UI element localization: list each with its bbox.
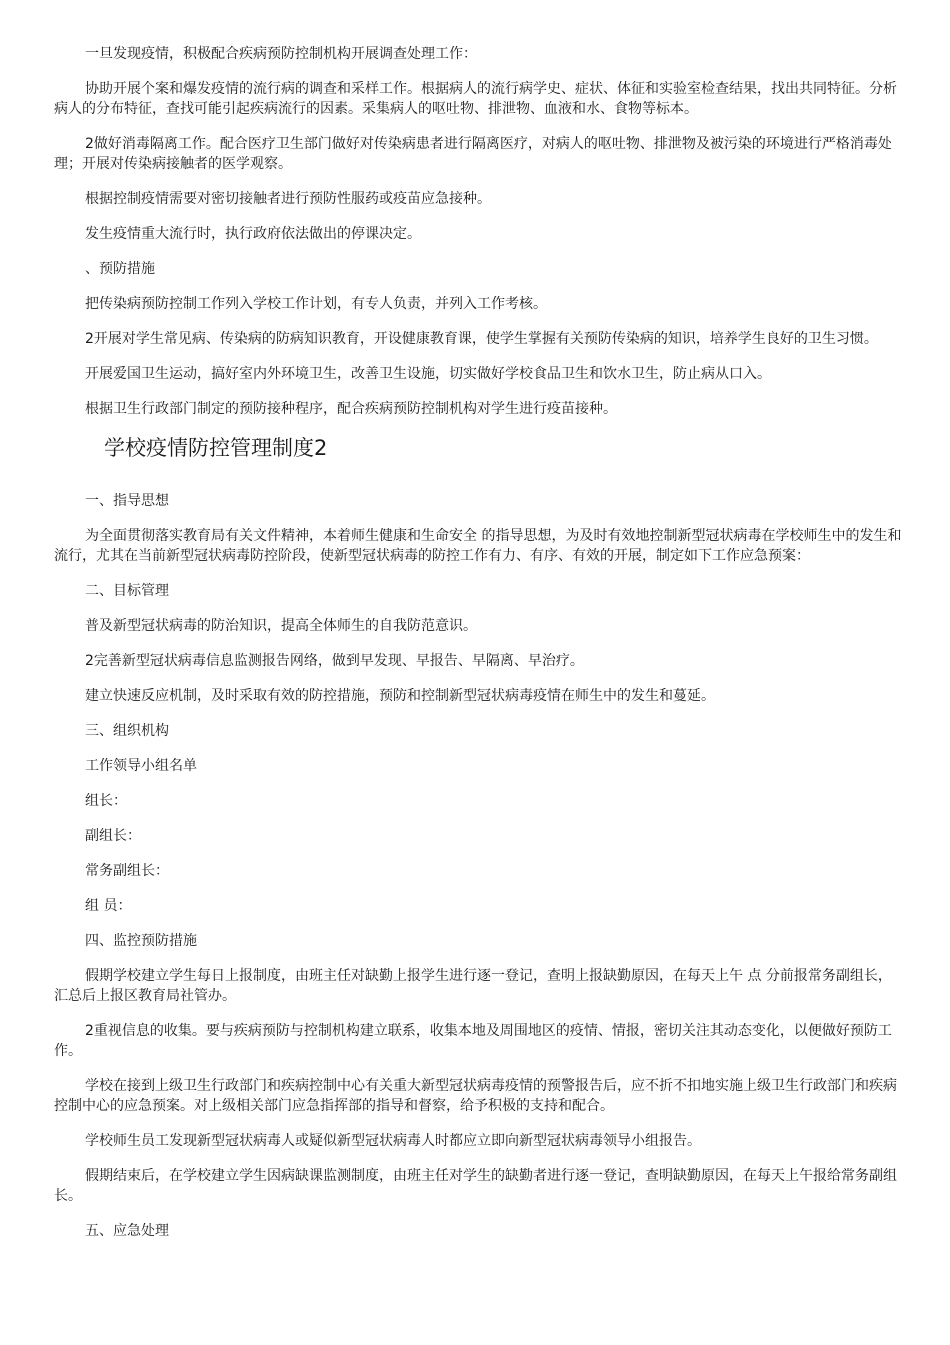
paragraph: 根据卫生行政部门制定的预防接种程序，配合疾病预防控制机构对学生进行疫苗接种。 — [85, 401, 617, 417]
paragraph: 常务副组长： — [85, 863, 169, 879]
section-emergency-response — [54, 44, 904, 419]
section-heading: 五、应急处理 — [85, 1223, 169, 1239]
section-heading: 三、组织机构 — [85, 723, 169, 739]
paragraph: 2完善新型冠状病毒信息监测报告网络，做到早发现、早报告、早隔离、早治疗。 — [85, 653, 584, 669]
paragraph: 发生疫情重大流行时，执行政府依法做出的停课决定。 — [85, 226, 421, 242]
paragraph: 开展爱国卫生运动，搞好室内外环境卫生，改善卫生设施，切实做好学校食品卫生和饮水卫生，防止病从口入。 — [85, 366, 771, 382]
section-heading: 、预防措施 — [85, 261, 155, 277]
section-heading: 二、目标管理 — [85, 583, 169, 599]
paragraph: 为全面贯彻落实教育局有关文件精神，本着师生健康和生命安全 的指导思想，为及时有效地控制新型冠状病毒在学校师生中的发生和流行，尤其在当前新型冠状病毒防控阶段，使新型冠状病毒的防控工作有力、有序、有效的开展，制定如下工作应急预案： — [54, 528, 902, 564]
section-management-system — [54, 491, 904, 1241]
paragraph: 普及新型冠状病毒的防治知识，提高全体师生的自我防范意识。 — [85, 618, 477, 634]
paragraph: 假期学校建立学生每日上报制度，由班主任对缺勤上报学生进行逐一登记，查明上报缺勤原因，在每天上午 点 分前报常务副组长，汇总后上报区教育局社管办。 — [54, 968, 892, 1004]
section-heading: 一、指导思想 — [85, 493, 169, 509]
paragraph: 2开展对学生常见病、传染病的防病知识教育，开设健康教育课，使学生掌握有关预防传染病的知识，培养学生良好的卫生习惯。 — [85, 331, 878, 347]
section-heading: 四、监控预防措施 — [85, 933, 197, 949]
paragraph: 学校师生员工发现新型冠状病毒人或疑似新型冠状病毒人时都应立即向新型冠状病毒领导小组报告。 — [85, 1133, 701, 1149]
paragraph: 一旦发现疫情，积极配合疾病预防控制机构开展调查处理工作： — [85, 46, 477, 62]
paragraph: 学校在接到上级卫生行政部门和疾病控制中心有关重大新型冠状病毒疫情的预警报告后，应不折不扣地实施上级卫生行政部门和疾病控制中心的应急预案。对上级相关部门应急指挥部的指导和督察，给予积极的支持和配合。 — [54, 1078, 897, 1114]
paragraph: 假期结束后，在学校建立学生因病缺课监测制度，由班主任对学生的缺勤者进行逐一登记，查明缺勤原因，在每天上午报给常务副组长。 — [54, 1168, 897, 1204]
paragraph: 根据控制疫情需要对密切接触者进行预防性服药或疫苗应急接种。 — [85, 191, 491, 207]
paragraph: 副组长： — [85, 828, 141, 844]
paragraph: 把传染病预防控制工作列入学校工作计划，有专人负责，并列入工作考核。 — [85, 296, 547, 312]
paragraph: 工作领导小组名单 — [85, 758, 197, 774]
paragraph: 组 员： — [85, 898, 132, 914]
paragraph: 2做好消毒隔离工作。配合医疗卫生部门做好对传染病患者进行隔离医疗，对病人的呕吐物、排泄物及被污染的环境进行严格消毒处理；开展对传染病接触者的医学观察。 — [54, 136, 892, 172]
paragraph: 协助开展个案和爆发疫情的流行病的调查和采样工作。根据病人的流行病学史、症状、体征和实验室检查结果，找出共同特征。分析病人的分布特征，查找可能引起疾病流行的因素。采集病人的呕吐物、排泄物、血液和水、食物等标本。 — [54, 81, 897, 117]
paragraph: 2重视信息的收集。要与疾病预防与控制机构建立联系，收集本地及周围地区的疫情、情报，密切关注其动态变化，以便做好预防工作。 — [54, 1023, 892, 1059]
paragraph: 建立快速反应机制，及时采取有效的防控措施，预防和控制新型冠状病毒疫情在师生中的发生和蔓延。 — [85, 688, 715, 704]
document-title: 学校疫情防控管理制度2 — [104, 436, 328, 460]
paragraph: 组长： — [85, 793, 127, 809]
